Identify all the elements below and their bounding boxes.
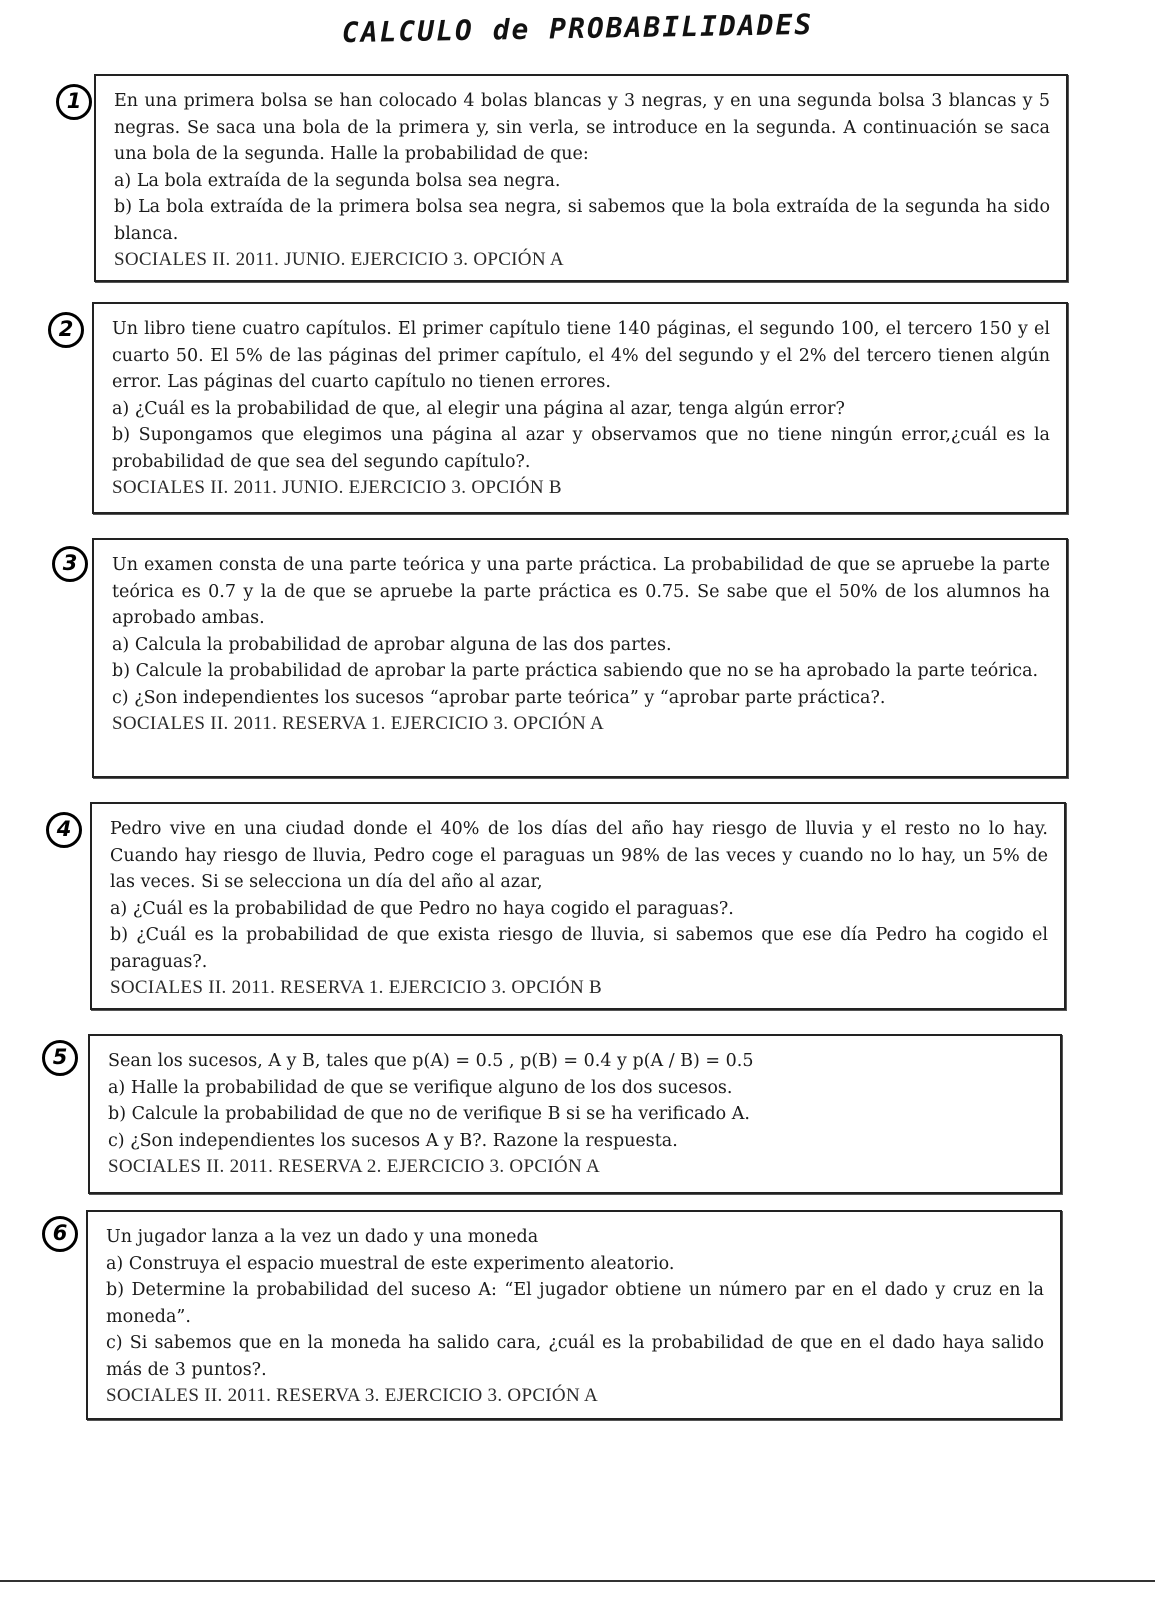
exercise-part-a: a) Halle la probabilidad de que se verifique alguno de los dos sucesos. (108, 1077, 733, 1098)
exercise-source: SOCIALES II. 2011. JUNIO. EJERCICIO 3. OPCIÓN B (112, 477, 562, 498)
exercise-part-b: b) Supongamos que elegimos una página al azar y observamos que no tiene ningún error,¿cuál es la probabilidad de que sea del segundo capítulo?. (112, 425, 1050, 472)
exercise-part-a: a) Calcula la probabilidad de aprobar alguna de las dos partes. (112, 634, 672, 655)
exercise-number-badge: 6 (42, 1216, 78, 1252)
exercise-number-badge: 2 (48, 312, 84, 348)
exercise-part-a: a) ¿Cuál es la probabilidad de que, al elegir una página al azar, tenga algún error? (112, 398, 845, 419)
exercise-part-a: a) Construya el espacio muestral de este experimento aleatorio. (106, 1253, 675, 1274)
exercise-box-3 (92, 538, 1068, 778)
exercise-part-b: b) Calcule la probabilidad de aprobar la parte práctica sabiendo que no se ha aprobado la parte teórica. (112, 661, 1039, 681)
exercise-part-a: a) La bola extraída de la segunda bolsa sea negra. (114, 170, 561, 191)
page-bottom-rule (0, 1580, 1155, 1582)
exercise-box-6 (86, 1210, 1062, 1420)
exercise-number-badge: 1 (56, 84, 92, 120)
exercise-part-c: c) Si sabemos que en la moneda ha salido cara, ¿cuál es la probabilidad de que en el dado haya salido más de 3 puntos?. (106, 1333, 1044, 1380)
exercise-number-badge: 3 (52, 546, 88, 582)
exercise-source: SOCIALES II. 2011. RESERVA 2. EJERCICIO 3. OPCIÓN A (108, 1156, 600, 1177)
exercise-statement: Pedro vive en una ciudad donde el 40% de los días del año hay riesgo de lluvia y el resto no lo hay. Cuando hay riesgo de lluvia, Pedro coge el paraguas un 98% de las veces y cuando no lo hay, un 5% de las veces. Si se selecciona un día del año al azar, (110, 819, 1048, 892)
exercise-source: SOCIALES II. 2011. RESERVA 1. EJERCICIO 3. OPCIÓN A (112, 713, 604, 734)
exercise-part-b: b) Calcule la probabilidad de que no de verifique B si se ha verificado A. (108, 1104, 750, 1124)
exercise-part-b: b) La bola extraída de la primera bolsa sea negra, si sabemos que la bola extraída de la segunda ha sido blanca. (114, 197, 1050, 244)
exercise-source: SOCIALES II. 2011. JUNIO. EJERCICIO 3. OPCIÓN A (114, 249, 564, 270)
exercise-statement: Un libro tiene cuatro capítulos. El primer capítulo tiene 140 páginas, el segundo 100, el tercero 150 y el cuarto 50. El 5% de las páginas del primer capítulo, el 4% del segundo y el 2% del tercero tienen algún error. Las páginas del cuarto capítulo no tienen errores. (112, 319, 1050, 392)
exercise-statement: Sean los sucesos, A y B, tales que p(A) = 0.5 , p(B) = 0.4 y p(A / B) = 0.5 (108, 1051, 754, 1071)
exercise-statement: En una primera bolsa se han colocado 4 bolas blancas y 3 negras, y en una segunda bolsa 3 blancas y 5 negras. Se saca una bola de la primera y, sin verla, se introduce en la segunda. A continuación se saca una bola de la segunda. Halle la probabilidad de que: (114, 91, 1050, 164)
exercise-statement: Un examen consta de una parte teórica y una parte práctica. La probabilidad de que se apruebe la parte teórica es 0.7 y la de que se apruebe la parte práctica es 0.75. Se sabe que el 50% de los alumnos ha aprobado ambas. (112, 555, 1050, 628)
exercise-source: SOCIALES II. 2011. RESERVA 1. EJERCICIO 3. OPCIÓN B (110, 977, 602, 998)
exercise-number-badge: 5 (42, 1040, 78, 1076)
exercise-part-c: c) ¿Son independientes los sucesos A y B?. Razone la respuesta. (108, 1130, 678, 1151)
exercise-box-4 (90, 802, 1066, 1010)
exercise-box-2 (92, 302, 1068, 514)
exercise-box-1 (94, 74, 1068, 282)
exercise-box-5 (88, 1034, 1062, 1194)
exercise-statement: Un jugador lanza a la vez un dado y una moneda (106, 1227, 539, 1247)
exercise-part-b: b) ¿Cuál es la probabilidad de que exista riesgo de lluvia, si sabemos que ese día Pedro ha cogido el paraguas?. (110, 925, 1048, 972)
exercise-part-a: a) ¿Cuál es la probabilidad de que Pedro no haya cogido el paraguas?. (110, 898, 734, 919)
exercise-part-b: b) Determine la probabilidad del suceso A: “El jugador obtiene un número par en el dado y cruz en la moneda”. (106, 1280, 1044, 1327)
exercise-source: SOCIALES II. 2011. RESERVA 3. EJERCICIO 3. OPCIÓN A (106, 1385, 598, 1406)
exercise-part-c: c) ¿Son independientes los sucesos “aprobar parte teórica” y “aprobar parte práctica?. (112, 687, 886, 708)
page-title: CALCULO de PROBABILIDADES (341, 7, 814, 50)
exercise-number-badge: 4 (46, 812, 82, 848)
